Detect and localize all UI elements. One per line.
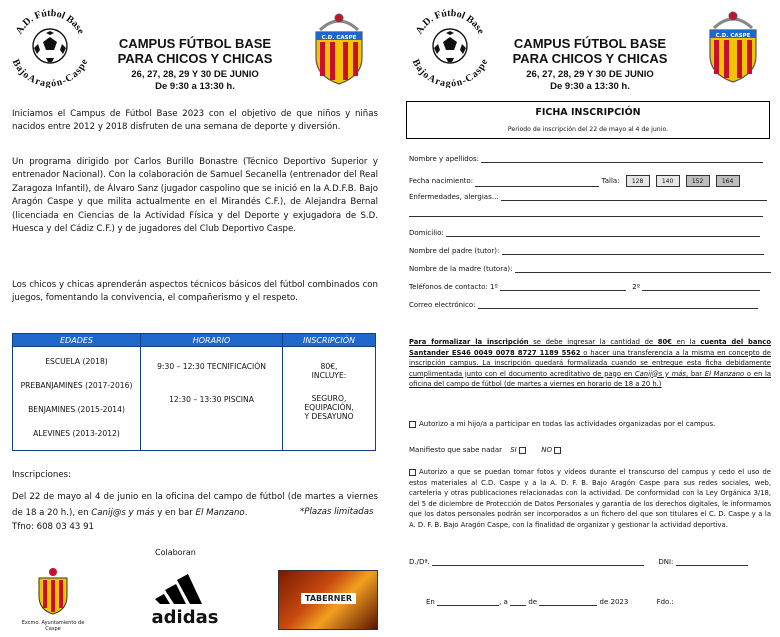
learning-paragraph: Los chicos y chicas aprenderán aspectos técnicos básicos del fútbol combinados con juegos, fomentando la convivencia, el compañerismo y el respeto. (12, 280, 378, 304)
auth-photos-text: Autorizo a que se puedan tomar fotos y vídeos durante el transcurso del campus y cedo el uso de estos materiales al C.D. Caspe y a la A. D. F. B. Bajo Aragón Caspe para sus redes sociales, web, cartelería y otras publicaciones relacionadas con la actividad. De conformidad con la Ley Orgánica 3/18, del 5 de diciembre de Protección de Datos Personales y garantía de los derechos digitales, le informamos que los datos personales podrán ser incorporados a un fichero del que son titulares el C. D. Caspe y a la A. D. F. B. Bajo Aragón Caspe, con la finalidad de organizar y gestionar la actividad deportiva. (409, 468, 771, 529)
dni-name-label: D./Dª. (409, 558, 430, 566)
size-option-140[interactable]: 140 (656, 175, 680, 187)
dni-label: DNI: (658, 558, 674, 566)
limited-places: *Plazas limitadas (300, 507, 374, 517)
illness-field[interactable] (501, 193, 767, 201)
inscripciones-text: Del 22 de mayo al 4 de junio en la oficina del campo de fútbol (de martes a viernes de 18 a 20 h.), en Canij@s y más y en bar El Manzano. (12, 492, 378, 518)
dni-field[interactable] (676, 558, 748, 566)
phone1-field[interactable] (500, 283, 626, 291)
auth-photos-row (409, 467, 771, 530)
illness-field-extra[interactable] (409, 209, 763, 217)
age-group: BENJAMINES (2015-2014) (28, 405, 125, 414)
address-field-row (409, 229, 760, 237)
campus-subtitle: PARA CHICOS Y CHICAS (512, 51, 668, 66)
cd-caspe-crest (306, 10, 372, 86)
schedule-table (12, 333, 376, 451)
campus-subtitle: PARA CHICOS Y CHICAS (117, 51, 273, 66)
mother-field[interactable] (515, 265, 771, 273)
illness-field-row (409, 193, 767, 201)
birth-field-row (409, 175, 740, 187)
intro-paragraph: Iniciamos el Campus de Fútbol Base 2023 con el objetivo de que niños y niñas nacidos entre 2012 y 2018 disfruten de una semana de deporte y diversión. (12, 109, 378, 133)
auth-participation-text: Autorizo a mi hijo/a a participar en todas las actividades organizadas por el campus. (419, 420, 716, 428)
day-label: , a (499, 598, 508, 606)
signature-label: Fdo.: (656, 598, 674, 606)
illness-label: Enfermedades, alergias… (409, 193, 499, 201)
form-title-box (406, 101, 770, 139)
auth-participation-row (409, 420, 715, 428)
price: 80€, (320, 362, 338, 371)
schedule-pool: 12:30 – 13:30 PISCINA (169, 395, 254, 404)
year-label: de 2023 (599, 598, 629, 606)
place-field[interactable] (437, 598, 499, 606)
campus-dates: 26, 27, 28, 29 Y 30 DE JUNIO (526, 69, 654, 80)
father-label: Nombre del padre (tutor): (409, 247, 500, 255)
age-group: ALEVINES (2013-2012) (33, 429, 120, 438)
club-ring-top: A.D. Fútbol Base (413, 7, 487, 37)
dni-name-field[interactable] (432, 558, 644, 566)
name-field-row (409, 155, 763, 163)
father-field[interactable] (502, 247, 764, 255)
campus-title: CAMPUS FÚTBOL BASE (118, 36, 272, 51)
phone-label: Teléfonos de contacto: 1º (409, 283, 498, 291)
swim-label: Manifiesto que sabe nadar (409, 446, 502, 454)
month-label: de (528, 598, 538, 606)
size-option-128[interactable]: 128 (626, 175, 650, 187)
club-ring-top: A.D. Fútbol Base (13, 7, 87, 37)
col-header-ages: EDADES (13, 334, 141, 347)
campus-hours: De 9:30 a 13:30 h. (550, 81, 630, 92)
phone-field-row (409, 283, 760, 291)
club-ring-bottom: BajoAragón-Caspe (409, 57, 491, 88)
include-item: Y DESAYUNO (304, 412, 354, 421)
ayuntamiento-logo (18, 566, 88, 632)
cd-caspe-crest (700, 8, 766, 84)
illness-field-line2 (409, 209, 763, 217)
registration-form-page (390, 0, 780, 637)
swim-row (409, 446, 564, 454)
place-label: En (426, 598, 435, 606)
phone2-label: 2º (632, 283, 641, 291)
mother-label: Nombre de la madre (tutora): (409, 265, 513, 273)
email-field-row (409, 301, 758, 309)
adidas-wordmark: adidas (151, 607, 219, 628)
ages-cell (13, 347, 141, 451)
taberner-wordmark: TABERNER (301, 593, 356, 604)
ayuntamiento-caption: Excmo. Ayuntamiento de Caspe (21, 620, 85, 632)
email-field[interactable] (478, 301, 758, 309)
flyer-header (100, 36, 290, 93)
colaboran-title: Colaboran (155, 548, 196, 557)
size-label: Talla: (601, 177, 620, 185)
signature-date-row (426, 598, 674, 606)
campus-dates: 26, 27, 28, 29 Y 30 DE JUNIO (131, 69, 259, 80)
campus-title: CAMPUS FÚTBOL BASE (513, 36, 667, 51)
swim-yes-label: SI (510, 446, 517, 454)
registration-cell (283, 347, 376, 451)
month-field[interactable] (539, 598, 597, 606)
swim-no-checkbox[interactable] (554, 447, 561, 454)
phone2-field[interactable] (642, 283, 760, 291)
phone-number: Tfno: 608 03 43 91 (12, 522, 95, 532)
schedule-tech: 9:30 – 12:30 TECNIFICACIÓN (157, 362, 266, 371)
signature-id-row (409, 558, 748, 566)
col-header-schedule: HORARIO (141, 334, 283, 347)
swim-yes-checkbox[interactable] (519, 447, 526, 454)
size-option-164[interactable]: 164 (716, 175, 740, 187)
club-logo (8, 4, 92, 88)
name-field[interactable] (481, 155, 763, 163)
payment-instructions: Para formalizar la inscripción se debe ingresar la cantidad de 80€ en la cuenta del banco Santander ES46 0049 0078 8727 1189 5562 o hacer una transferencia a la misma en concepto de inscripción campus. La inscripción quedará formalizada cuando se entregue esta ficha debidamente cumplimentada junto con el documento acreditativo de pago en Canij@s y más, bar El Manzano o en la oficina del campo de fútbol (de martes a viernes en horario de 18 a 20 h.) (409, 338, 771, 388)
age-group: PREBANJAMINES (2017-2016) (20, 381, 133, 390)
form-header (495, 36, 685, 93)
mother-field-row (409, 265, 771, 273)
crest-text: C.D. CASPE (321, 35, 357, 41)
age-group: ESCUELA (2018) (45, 357, 108, 366)
father-field-row (409, 247, 764, 255)
address-label: Domicilio: (409, 229, 444, 237)
inscripciones-title: Inscripciones: (12, 470, 72, 480)
schedule-cell (141, 347, 283, 451)
swim-no-label: NO (541, 446, 552, 454)
include-item: EQUIPACIÓN, (304, 403, 354, 412)
birth-label: Fecha nacimiento: (409, 177, 474, 185)
address-field[interactable] (446, 229, 760, 237)
club-ring-bottom: BajoAragón-Caspe (9, 57, 91, 88)
birth-field[interactable] (475, 179, 599, 187)
club-logo (408, 4, 492, 88)
includes-label: INCLUYE: (311, 371, 347, 380)
form-period: Periodo de inscripción del 22 de mayo al 4 de junio. (507, 126, 669, 133)
program-paragraph: Un programa dirigido por Carlos Burillo Bonastre (Técnico Deportivo Superior y entrenador Nacional). Con la colaboración de Samuel Secanella (entrenador del Real Zaragoza Infantil), de Álvaro Sanz (jugador caspolino que se inició en la A.D.F.B. Bajo Aragón Caspe y que milita actualmente en el Mirandés C.F.), de Alejandra Bernal (licenciada en Ciencias de la Actividad Física y del Deporte y exjugadora de S.D. Huesca y del Cádiz C.F.) y de jugadores del Club Deportivo Caspe. (12, 157, 378, 235)
size-option-152[interactable]: 152 (686, 175, 710, 187)
crest-text: C.D. CASPE (715, 33, 751, 39)
day-field[interactable] (510, 598, 526, 606)
auth-photos-checkbox[interactable] (409, 469, 416, 476)
auth-participation-checkbox[interactable] (409, 421, 416, 428)
campus-hours: De 9:30 a 13:30 h. (155, 81, 235, 92)
email-label: Correo electrónico: (409, 301, 476, 309)
form-title: FICHA INSCRIPCIÓN (535, 107, 641, 118)
col-header-registration: INSCRIPCIÓN (283, 334, 376, 347)
taberner-logo (278, 570, 378, 630)
adidas-logo (140, 568, 230, 632)
name-label: Nombre y apellidos: (409, 155, 480, 163)
include-item: SEGURO, (311, 394, 347, 403)
